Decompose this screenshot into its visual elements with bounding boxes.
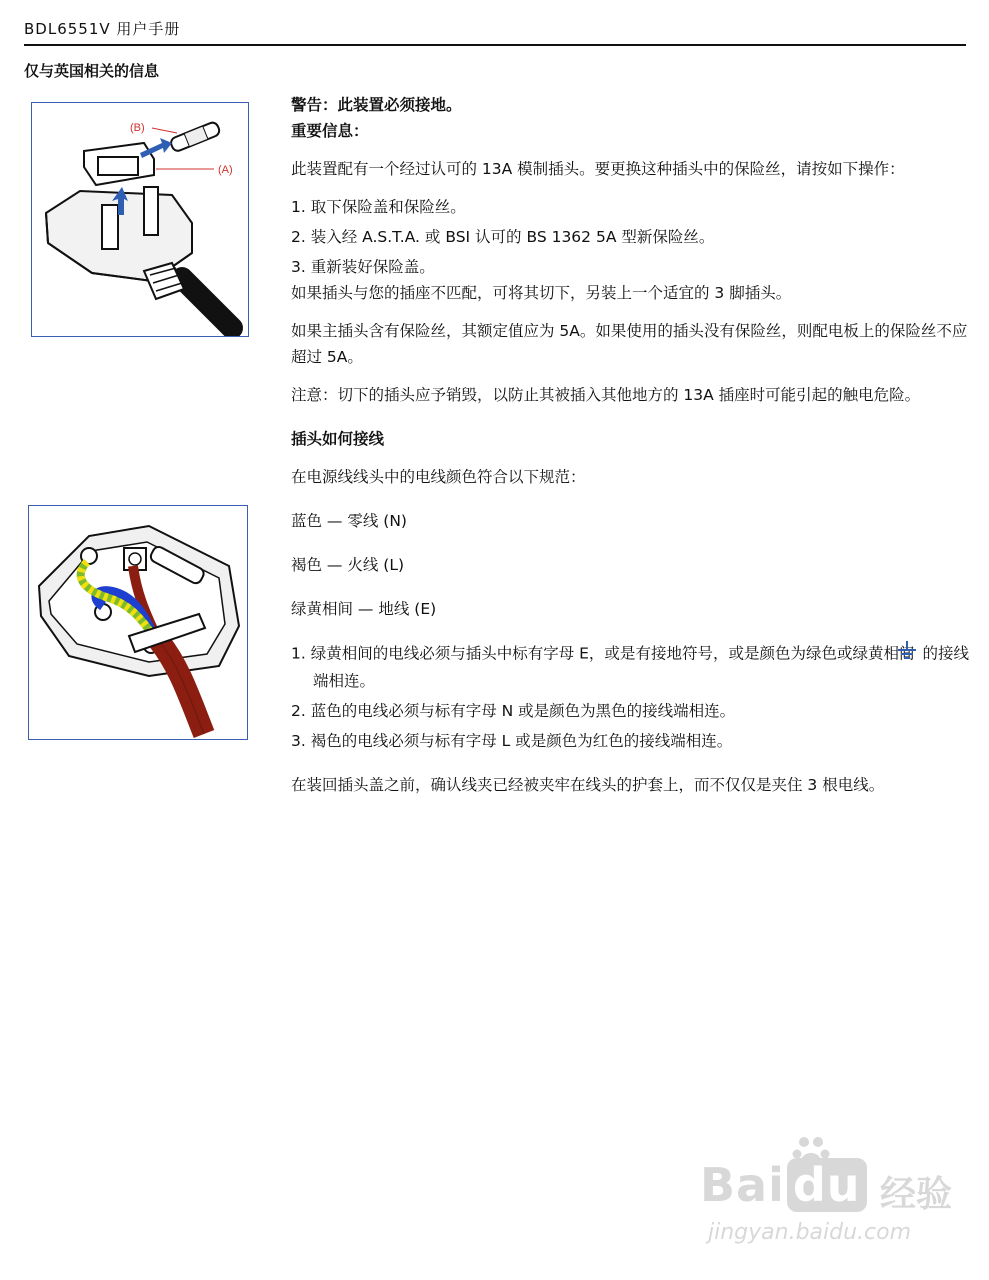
plug-wiring-figure — [28, 505, 248, 740]
section-title: 仅与英国相关的信息 — [24, 62, 160, 80]
color-live: 褐色 — 火线 (L) — [291, 556, 405, 574]
wiring-intro: 在电源线线头中的电线颜色符合以下规范： — [291, 468, 586, 486]
plug-wiring-illustration — [29, 506, 247, 739]
label-b: (B) — [130, 122, 145, 134]
list-item: 2. 装入经 A.S.T.A. 或 BSI 认可的 BS 1362 5A 型新保险丝。 — [291, 228, 715, 246]
list-item: 2. 蓝色的电线必须与标有字母 N 或是颜色为黑色的接线端相连。 — [291, 702, 736, 720]
color-neutral: 蓝色 — 零线 (N) — [291, 512, 407, 530]
list-item: 3. 褐色的电线必须与标有字母 L 或是颜色为红色的接线端相连。 — [291, 732, 733, 750]
wiring-step1-end: 的接线端相连。 — [313, 644, 969, 690]
warning-text: 警告：此装置必须接地。 — [291, 96, 462, 114]
wiring-heading: 插头如何接线 — [291, 430, 385, 448]
manual-title: BDL6551V 用户手册 — [24, 20, 181, 38]
watermark-logo-text: Bai — [700, 1158, 785, 1212]
important-heading: 重要信息： — [291, 122, 369, 140]
page-header — [24, 18, 966, 46]
watermark-logo-box: du — [787, 1158, 867, 1212]
plug-fuse-illustration — [32, 103, 248, 336]
fuse-rating-paragraph: 如果主插头含有保险丝，其额定值应为 5A。如果使用的插头没有保险丝，则配电板上的保险丝不应超过 5A。 — [291, 322, 968, 366]
label-a: (A) — [218, 164, 233, 176]
fuse-replacement-figure — [31, 102, 249, 337]
note-paragraph: 注意：切下的插头应予销毁，以防止其被插入其他地方的 13A 插座时可能引起的触电危险。 — [291, 386, 921, 404]
watermark-logo — [700, 1158, 867, 1212]
closing-paragraph: 在装回插头盖之前，确认线夹已经被夹牢在线头的护套上，而不仅仅是夹住 3 根电线。 — [291, 776, 885, 794]
fuse-steps-list — [291, 194, 971, 280]
list-item: 1. 取下保险盖和保险丝。 — [291, 198, 466, 216]
wiring-steps-list — [291, 640, 971, 754]
watermark-url: jingyan.baidu.com — [708, 1220, 912, 1245]
intro-paragraph: 此装置配有一个经过认可的 13A 模制插头。要更换这种插头中的保险丝，请按如下操作： — [291, 160, 905, 178]
content-column — [291, 92, 971, 798]
wiring-step1-text: 1. 绿黄相间的电线必须与插头中标有字母 E，或是有接地符号，或是颜色为绿色或绿黄相间 — [291, 644, 915, 663]
list-item — [291, 640, 971, 694]
watermark-cn: 经验 — [880, 1174, 953, 1215]
mismatch-paragraph: 如果插头与您的插座不匹配，可将其切下，另装上一个适宜的 3 脚插头。 — [291, 284, 792, 302]
list-item: 3. 重新装好保险盖。 — [291, 258, 435, 276]
baidu-watermark — [700, 1140, 960, 1250]
color-earth: 绿黄相间 — 地线 (E) — [291, 600, 437, 618]
